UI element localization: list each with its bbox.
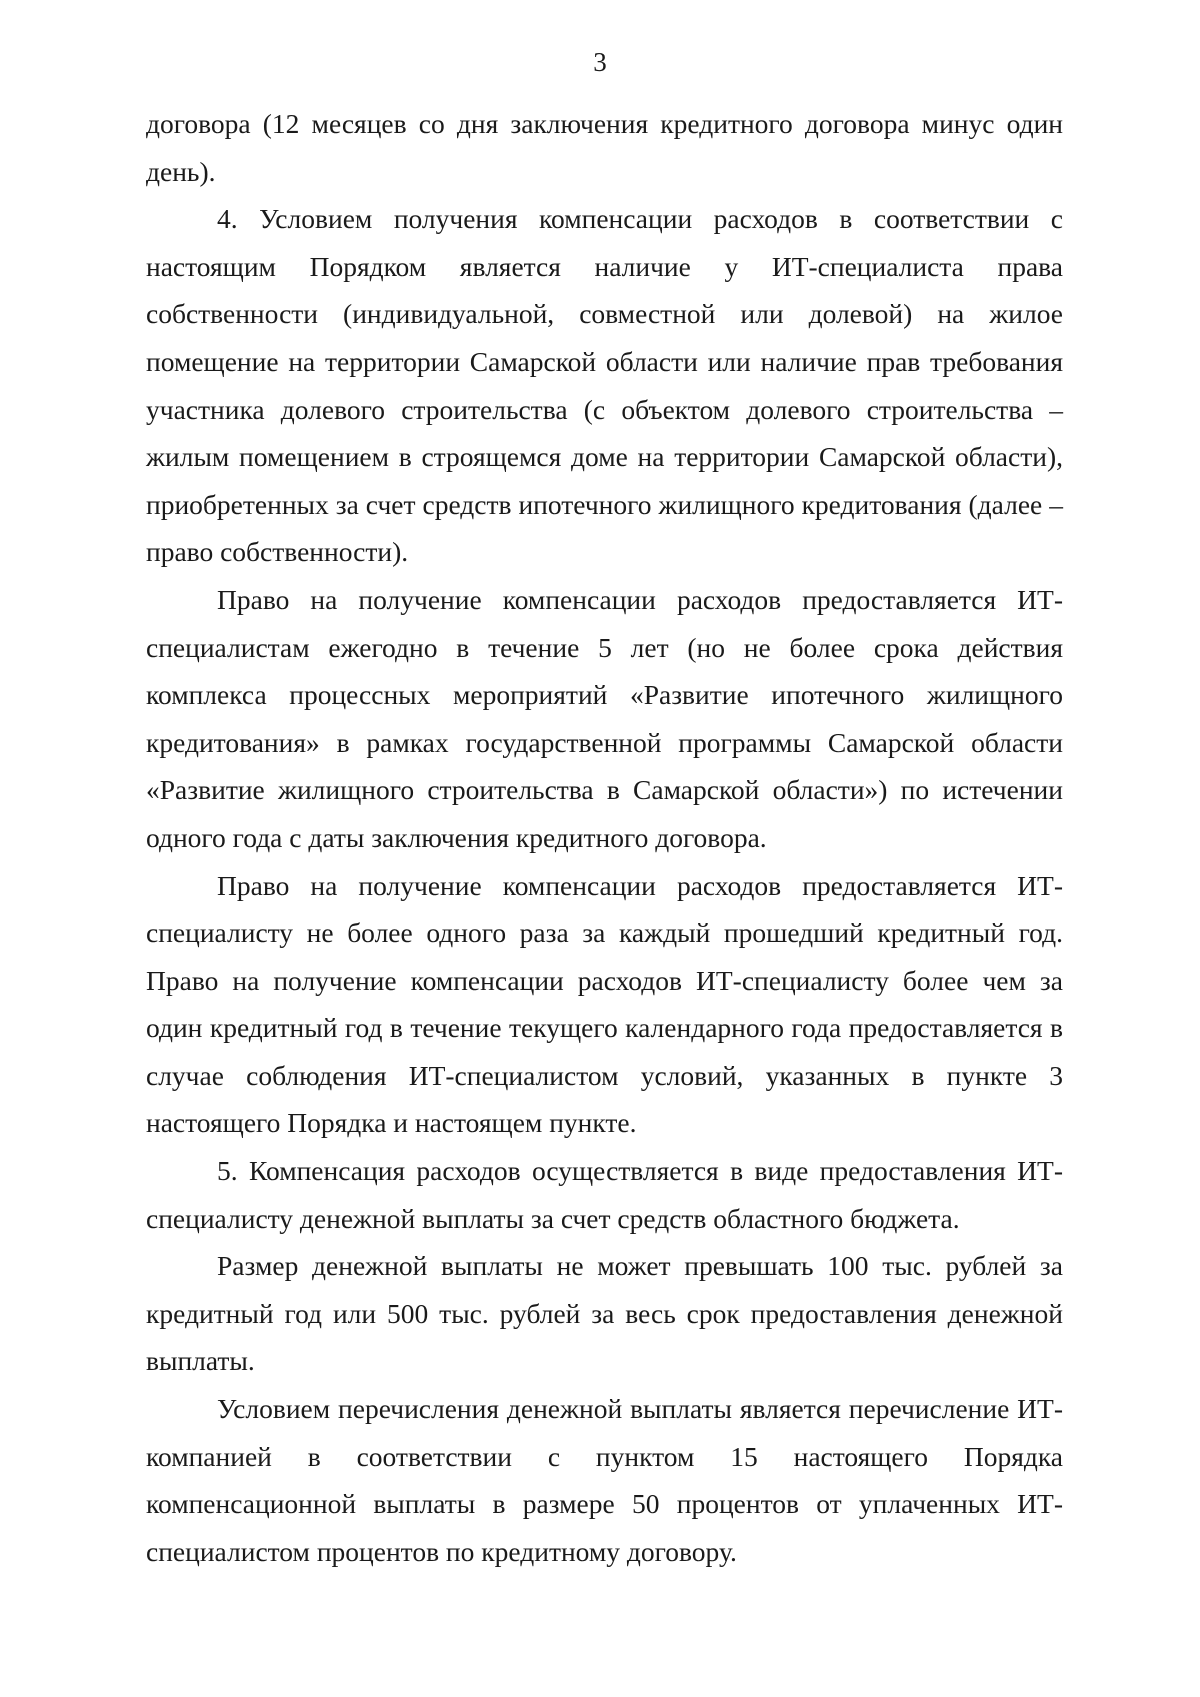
paragraph-item-4: 4. Условием получения компенсации расходов в соответствии с настоящим Порядком является наличие у ИТ-специалиста права собственности (индивидуальной, совместной или долевой) на жилое помещение на территории Самарской области или наличие прав требования участника долевого строительства (с объектом долевого строительства – жилым помещением в строящемся доме на территории Самарской области), приобретенных за счет средств ипотечного жилищного кредитования (далее – право собственности).: [146, 203, 1063, 568]
paragraph-payment-limit: Размер денежной выплаты не может превышать 100 тыс. рублей за кредитный год или 500 тыс. рублей за весь срок предоставления денежной выплаты.: [146, 1250, 1063, 1377]
document-body: [146, 100, 1063, 1575]
paragraph-transfer-condition: Условием перечисления денежной выплаты является перечисление ИТ-компанией в соответствии с пунктом 15 настоящего Порядка компенсационной выплаты в размере 50 процентов от уплаченных ИТ-специалистом процентов по кредитному договору.: [146, 1393, 1063, 1567]
paragraph-continuation: договора (12 месяцев со дня заключения кредитного договора минус один день).: [146, 108, 1063, 187]
paragraph-right-annual: Право на получение компенсации расходов предоставляется ИТ-специалистам ежегодно в течение 5 лет (но не более срока действия комплекса процессных мероприятий «Развитие ипотечного жилищного кредитования» в рамках государственной программы Самарской области «Развитие жилищного строительства в Самарской области») по истечении одного года с даты заключения кредитного договора.: [146, 583, 1063, 853]
paragraph-item-5: 5. Компенсация расходов осуществляется в виде предоставления ИТ-специалисту денежной выплаты за счет средств областного бюджета.: [146, 1155, 1063, 1234]
paragraph-right-once-per-year: Право на получение компенсации расходов предоставляется ИТ-специалисту не более одного раза за каждый прошедший кредитный год. Право на получение компенсации расходов ИТ-специалисту более чем за один кредитный год в течение текущего календарного года предоставляется в случае соблюдения ИТ-специалистом условий, указанных в пункте 3 настоящего Порядка и настоящем пункте.: [146, 869, 1063, 1139]
page-number: 3: [593, 47, 607, 77]
